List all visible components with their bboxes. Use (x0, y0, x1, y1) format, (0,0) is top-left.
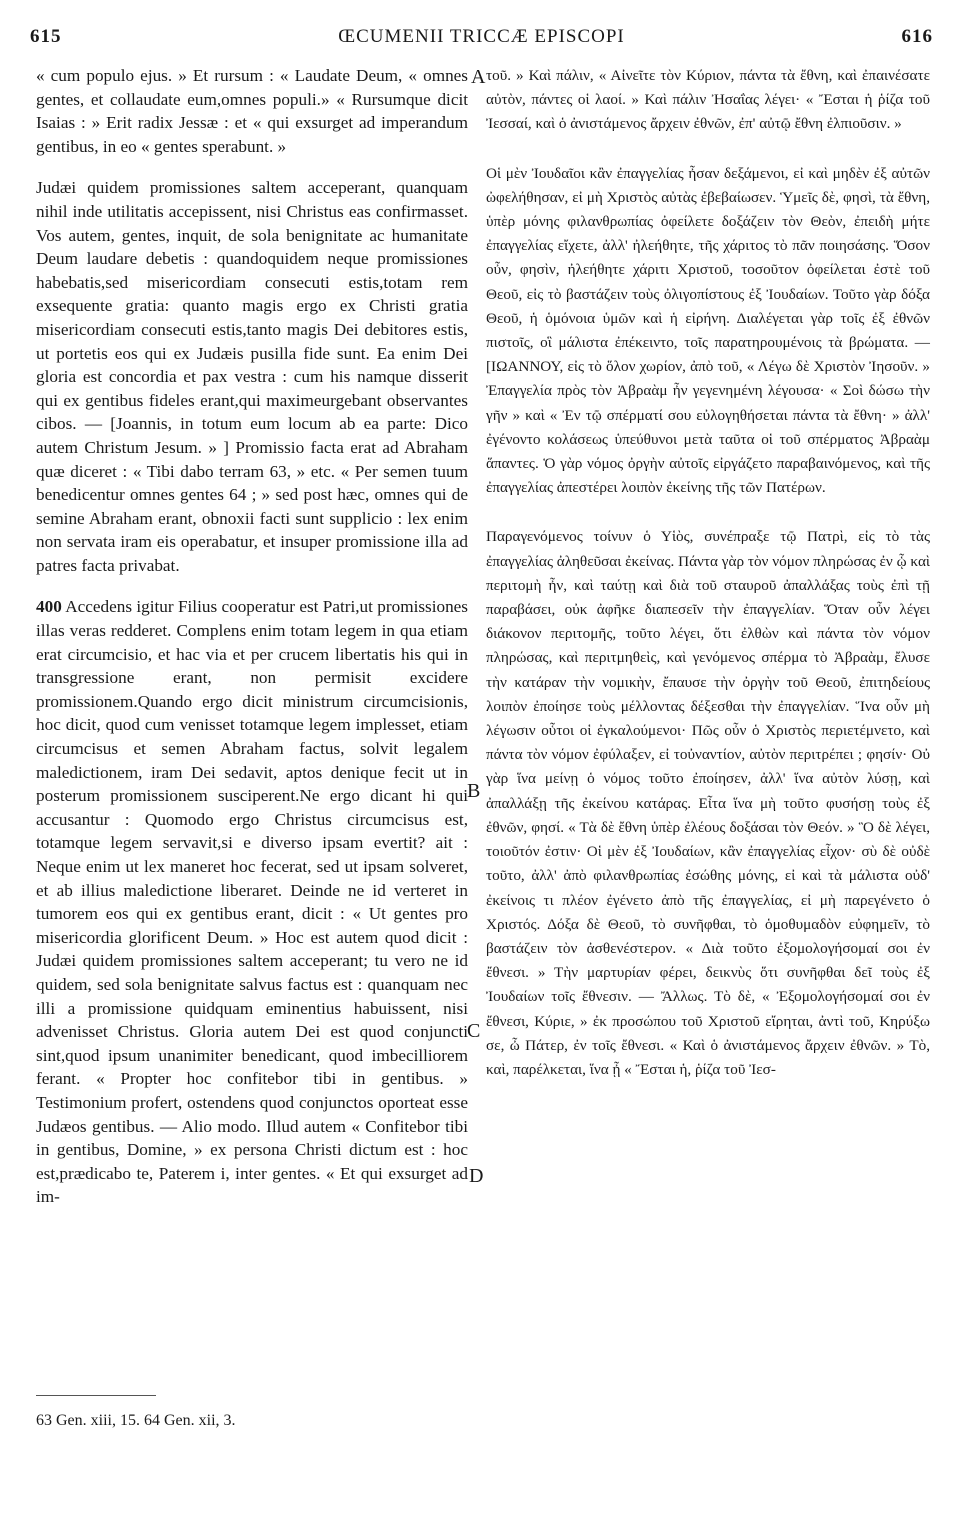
latin-paragraph-3-text: Accedens igitur Filius cooperatur est Patri,ut promissiones illas veras redderet. Complens enim totam legem in qua etiam erat circumcisio, et hac via et per crucem libertatis his qui in transgressione erant, non permisit excidere promissionem.Quando ergo dicit ministrum circumcisionis, hoc dicit, quod cum venisset totamque legem implesset, etiam circumcisus et semen Abraham factus, solvit legalem maledictionem, iram Dei sedavit, aptos denique fecit ut in posterum promissionem susciperent.Ne ergo dicant hi qui accusantur : Quomodo ergo Christus circumcisus est, totamque legem servavit,si e diverso ipsam evertit? ait : Neque enim ut lex maneret hoc fecerat, sed ut ipsam solveret, et ab illius maledictione liberaret. Deinde ne id verteret in tumorem eos qui ex gentibus erant, dicit : « Ut gentes pro misericordia glorificent Deum. » Hoc est autem quod dicit : Judæi quidem promissiones saltem acceperant; tu vero ne id quidem, sed sola benignitate salvus factus est : quanquam nec illi a promissione quidquam eminentius habuissent, nisi advenisset Christus. Gloria autem Dei est quod conjuncti sint,quod ipsum unanimiter benedicant, quod imbecilliorem ferant. « Propter hoc confitebor tibi in gentibus. » Testimonium profert, ostendens quod conjunctos oporteat esse Judæos gentibus. — Alio modo. Illud autem « Confitebor tibi in gentibus, Domine, » ex persona Christi dictum est : hoc est,prædicabo te, Paterem i, inter gentes. « Et qui exsurget ad im- (36, 597, 468, 1207)
margin-mark-c: C (467, 1020, 481, 1042)
greek-paragraph-3: Παραγενόμενος τοίνυν ὁ Υἱὸς, συνέπραξε τῷ Πατρὶ, εἰς τὸ τὰς ἐπαγγελίας ἀληθεῦσαι ἐκείνας. Πάντα γὰρ τὸν νόμον πληρώσας ἐν ᾧ καὶ περιτομὴ ἦν, καὶ ταύτῃ καὶ διὰ τοῦ σταυροῦ ἀπαλλάξας τοὺς ἐπὶ τῇ παραβάσει, οὐκ ἀφῆκε διαπεσεῖν τὴν ἐπαγγελίαν. Ὅταν οὖν λέγει διάκονον περιτομῆς, τοῦτο λέγει, ὅτι ἐλθὼν καὶ πάντα τὸν νόμον πληρώσας, καὶ περιτμηθεὶς, καὶ γενόμενος σπέρμα τὸ Ἀβραὰμ, ἔλυσε τὴν κατάραν τὴν νομικὴν, ἔπαυσε τὴν ὀργὴν τοῦ Θεοῦ, ἐπιτηδείους λοιπὸν ἐποίησε τοὺς μέλλοντας δέξεσθαι τὴν ἐπαγγελίαν. Ἵνα οὖν μὴ λέγωσιν οὗτοι οἱ ἐγκαλούμενοι· Πῶς οὖν ὁ Χριστὸς περιετέμνετο, καὶ πάντα τὸν νόμον ἐφύλαξεν, εἰ τοὐναντίον, αὐτὸν περιτρέπει ; φησίν· Οὐ γὰρ ἵνα μείνῃ ὁ νόμος τοῦτο ἐποίησεν, ἀλλ' ἵνα αὐτὸν λύσῃ, καὶ ἀπαλλάξῃ τῆς ἐκείνου κατάρας. Εἶτα ἵνα μὴ τοῦτο φυσήσῃ τοὺς ἐξ ἐθνῶν, φησί. « Τὰ δὲ ἔθνη ὑπὲρ ἐλέους δοξάσαι τὸν Θεόν. » Ὃ δὲ λέγει, τοιοῦτόν ἐστιν· Οἱ μὲν ἐξ Ἰουδαίων, κἂν ἐπαγγελίας εἶχον· σὺ δὲ οὐδὲ τοῦτο, ἀλλ' ἀπὸ φιλανθρωπίας ἐσώθης μόνης, εἰ καὶ τὰ μάλιστα οὐδ' ἐκείνοις τι πλέον ἐγένετο ἀπὸ τῆς ἐπαγγελίας, εἰ μὴ παρεγένετο ὁ Χριστός. Δόξα δὲ Θεοῦ, τὸ συνῆφθαι, τὸ ὁμοθυμαδὸν εὐφημεῖν, τὸ βαστάζειν τὸν ἀσθενέστερον. « Διὰ τοῦτο ἐξομολογήσομαί σοι ἐν ἔθνεσι. » Τὴν μαρτυρίαν φέρει, δεικνὺς ὅτι συνῆφθαι δεῖ τοὺς ἐξ Ἰουδαίων τοῖς ἔθνεσιν. — Ἄλλως. Τὸ δὲ, « Ἐξομολογήσομαί σοι ἐν ἔθνεσι, Κύριε, » ἐκ προσώπου τοῦ Χριστοῦ εἴρηται, ἀντὶ τοῦ, Κηρύξω σε, ὦ Πάτερ, ἐν τοῖς ἔθνεσι. « Καὶ ὁ ἀνιστάμενος ἄρχειν ἐθνῶν. » Τὸ, καὶ, παρέλκεται, ἵνα ᾖ « Ἔσται ἡ, ῥίζα τοῦ Ἰεσ- (486, 528, 930, 1078)
latin-paragraph-1: « cum populo ejus. » Et rursum : « Laudate Deum, « omnes gentes, et collaudate eum,omnes populi.» « Rursumque dicit Isaias : » Erit radix Jessæ : et « qui exsurget ad imperandum gentibus, in eo « gentes sperabunt. » (36, 66, 468, 156)
latin-paragraph-3 (36, 595, 468, 1208)
margin-mark-d: D (469, 1165, 484, 1187)
section-number: 400 (36, 597, 62, 617)
page-number-right: 616 (901, 26, 933, 47)
running-title: ŒCUMENII TRICCÆ EPISCOPI (338, 26, 625, 47)
greek-paragraph-1: τοῦ. » Καὶ πάλιν, « Αἰνεῖτε τὸν Κύριον, πάντα τὰ ἔθνη, καὶ ἐπαινέσατε αὐτὸν, πάντες οἱ λαοί. » Καὶ πάλιν Ἠσαΐας λέγει· « Ἔσται ἡ ῥίζα τοῦ Ἰεσσαί, καὶ ὁ ἀνιστάμενος ἄρχειν ἐθνῶν, ἐπ' αὐτῷ ἔθνη ἐλπιοῦσιν. » (486, 67, 930, 133)
paragraph-gap (486, 137, 930, 162)
paragraph-gap (36, 158, 468, 176)
margin-mark-a: A (471, 66, 486, 88)
footnote-rule (36, 1395, 156, 1396)
greek-paragraph-2: Οἱ μὲν Ἰουδαῖοι κἂν ἐπαγγελίας ἦσαν δεξάμενοι, εἰ καὶ μηδὲν ἐξ αὐτῶν ὠφελήθησαν, εἰ μὴ Χριστὸς αὐτὰς ἐβεβαίωσεν. Ὑμεῖς δὲ, φησὶ, τὰ ἔθνη, ὑπὲρ μόνης φιλανθρωπίας ὀφείλετε δοξάζειν τὸν Θεὸν, ἐπειδὴ μήτε ἐπαγγελίας εἴχετε, ἀλλ' ἠλεήθητε, τῆς χάριτος τὸ πᾶν ποιησάσης. Ὅσον οὖν, φησὶν, ἠλεήθητε χάριτι Χριστοῦ, τοσοῦτον ὀφείλεται ἐστὲ τοῦ Θεοῦ, εἰς τὸ βαστάζειν τοὺς ὀλιγοπίστους ἐξ Ἰουδαίων. Τοῦτο γὰρ δόξα Θεοῦ, ἡ ὁμόνοια ὑμῶν καὶ ἡ εἰρήνη. Διαλέγεται γὰρ τοῖς ἐξ ἐθνῶν πιστοῖς, οἳ μάλιστα ἐπέκειντο, τοῖς παρατηρουμένοις τὰ βρώματα. — [ΙΩΑΝΝΟΥ, εἰς τὸ ὅλον χωρίον, ἀπὸ τοῦ, « Λέγω δὲ Χριστὸν Ἰησοῦν. » Ἐπαγγελία πρὸς τὸν Ἀβραὰμ ἦν γεγενημένη λέγουσα· « Σοὶ δώσω τὴν γῆν » καὶ « Ἐν τῷ σπέρματί σου εὐλογηθήσεται πάντα τὰ ἔθνη· » ἀλλ' ἐγένοντο κολάσεως ὑπεύθυνοι μετὰ ταῦτα οἱ τοῦ σπέρματος Ἀβραὰμ ἅπαντες. Ὁ γὰρ νόμος ὀργὴν αὐτοῖς εἰργάζετο παραβαινόμενος, καὶ τῆς ἐπαγγελίας ἀπεστέρει λοιπὸν ἐκείνης τῆς τῶν Πατέρων. (486, 164, 930, 497)
margin-mark-b: B (467, 780, 481, 802)
latin-paragraph-2: Judæi quidem promissiones saltem acceperant, quanquam nihil inde utilitatis accepissent, nisi Christus eas confirmasset. Vos autem, gentes, inquit, de sola benignitate ac humanitate Deum laudare debetis : quandoquidem neque promissiones habebatis,sed misericordiam consecuti estis,totam rem exsequente gratia: quanto magis ergo ex Christi gratia misericordiam consecuti estis,tanto magis Dei debitores estis, ut portetis eos qui ex Judæis pusilla fide sunt. Ea enim Dei gloria est concordia et pax vestra : cum his namque disserit qui ex gentibus fideles erant,qui maximeurgebant observantes cibos. — [Joannis, in totum eum locum ab ea parte: Dico autem Christum Jesum. » ] Promissio facta erat ad Abraham quæ diceret : « Tibi dabo terram 63, » etc. « Per semen tuum benedicentur omnes gentes 64 ; » sed post hæc, omnes qui de semine Abraham erant, obnoxii facti sunt supplicio : lex enim non servata iram eis operabatur, et insuper promissione illa ad patres facta privabat. (36, 178, 468, 575)
paragraph-gap (36, 577, 468, 595)
paragraph-gap (486, 500, 930, 525)
latin-column (36, 64, 468, 1209)
page-header (30, 26, 933, 58)
page-number-left: 615 (30, 26, 62, 47)
greek-column (486, 64, 930, 1082)
footnote: 63 Gen. xiii, 15. 64 Gen. xii, 3. (36, 1412, 236, 1429)
